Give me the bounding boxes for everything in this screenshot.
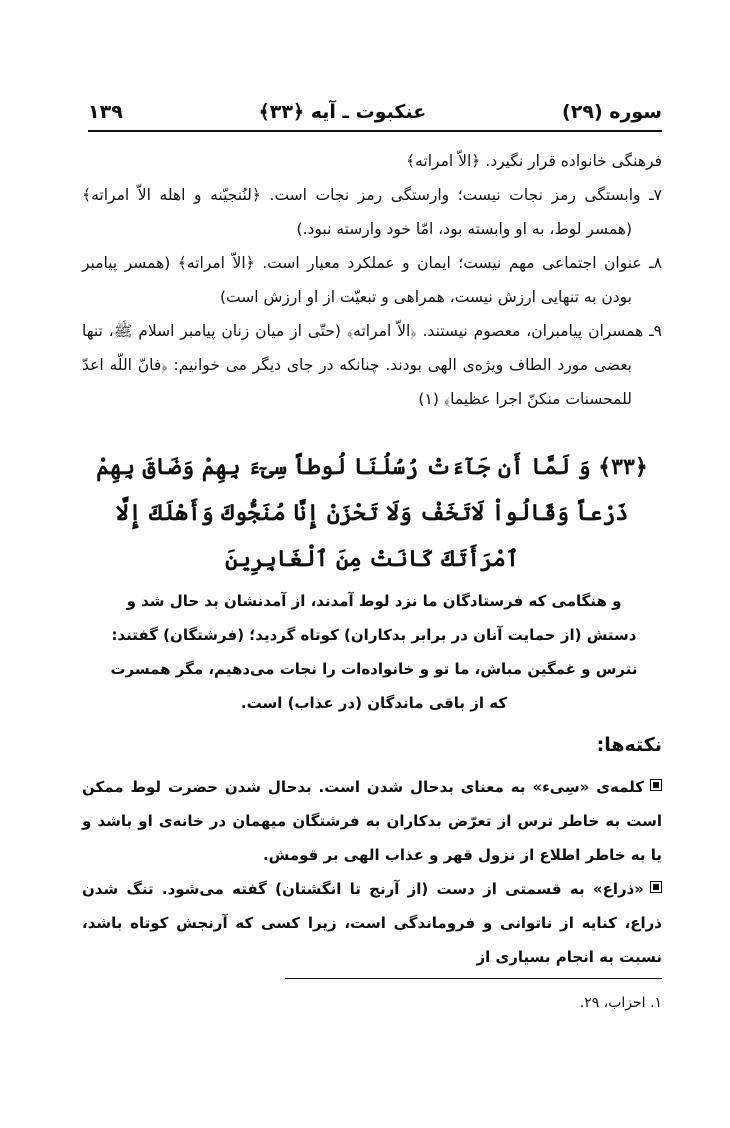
- point-7: ۷ـ وابستگی رمز نجات نیست؛ وارستگی رمز نجات است. ﴿لنُنجیّنه و اهله الاّ امراته﴾ (همسر لوط، به او وابسته بود، امّا خود وارسته نبود.): [82, 186, 662, 238]
- header-title: عنکبوت ـ آیه ﴿۳۳﴾: [258, 101, 427, 123]
- note-item: [82, 770, 662, 872]
- point-8: ۸ـ عنوان اجتماعی مهم نیست؛ ایمان و عملکرد معیار است. ﴿الاّ امراته﴾ (همسر پیامبر بودن به تنهایی ارزش نیست، همراهی و تبعیّت از او ارزش است): [82, 254, 662, 306]
- note-2-text: «ذراع» به قسمتی از دست (از آرنج تا انگشتان) گفته می‌شود. تنگ شدن ذراع، کنایه از ناتوانی و فروماندگی است، زیرا کسی که آرنجش کوتاه باشد، نسبت به انجام بسیاری از: [82, 880, 662, 966]
- bullet-square-icon: [650, 881, 662, 893]
- page-header: [88, 96, 662, 128]
- point-9: ۹ـ همسران پیامبران، معصوم نیستند. ﴿الاّ امراته﴾ (حتّی از میان زنان پیامبر اسلام ﷺ، تنها بعضی مورد الطاف ویژه‌ی الهی بودند. چنانکه در جای دیگر می خوانیم: ﴿فانّ اللّه اعدّ للمحسنات منکنّ اجرا عظیما﴾ (۱): [82, 322, 662, 408]
- notes-list: [82, 770, 662, 974]
- footnote-divider: [285, 978, 662, 979]
- continued-line: فرهنگی خانواده قرار نگیرد. ﴿الاّ امراته﴾: [406, 152, 662, 170]
- bullet-square-icon: [650, 779, 662, 791]
- footnote: ۱. احزاب، ۲۹.: [579, 995, 662, 1011]
- note-1-text: کلمه‌ی «سِیء» به معنای بدحال شدن است. بدحال شدن حضرت لوط ممکن است به خاطر ترس از تعرّض بدکاران به فرشتگان میهمان در خانه‌ی او باشد و یا به خاطر اطلاع از نزول قهر و عذاب الهی بر قومش.: [82, 778, 662, 864]
- header-surah: سوره (۲۹): [562, 101, 662, 123]
- note-item: [82, 872, 662, 974]
- quran-verse: ﴿۳۳﴾ وَ لَمَّا أَن جَآءَتْ رُسُلُنَا لُوطاً سِیٓءَ بِهِمْ وَضَاقَ بِهِمْ ذَرْعاً وَقَالُواْ لَاتَخَفْ وَلَا تَحْزَنْ إِنَّا مُنَجُّوكَ وَأَهْلَكَ إِلَّا ٱمْرَأَتَكَ كَانَتْ مِنَ ٱلْغَابِرِينَ: [96, 454, 648, 572]
- header-divider: [88, 130, 662, 132]
- verse-translation: و هنگامی که فرستادگان ما نزد لوط آمدند، از آمدنشان بد حال شد و دستش (از حمایت آنان در برابر بدکاران) کوتاه گردید؛ (فرشتگان) گفتند: نترس و غمگین مباش، ما تو و خانواده‌ات را نجات می‌دهیم، مگر همسرت که از باقی ماندگان (در عذاب) است.: [110, 592, 638, 712]
- page-number: ۱۳۹: [88, 101, 123, 123]
- commentary-text: [82, 144, 662, 416]
- notes-heading: نکته‌ها:: [596, 734, 662, 756]
